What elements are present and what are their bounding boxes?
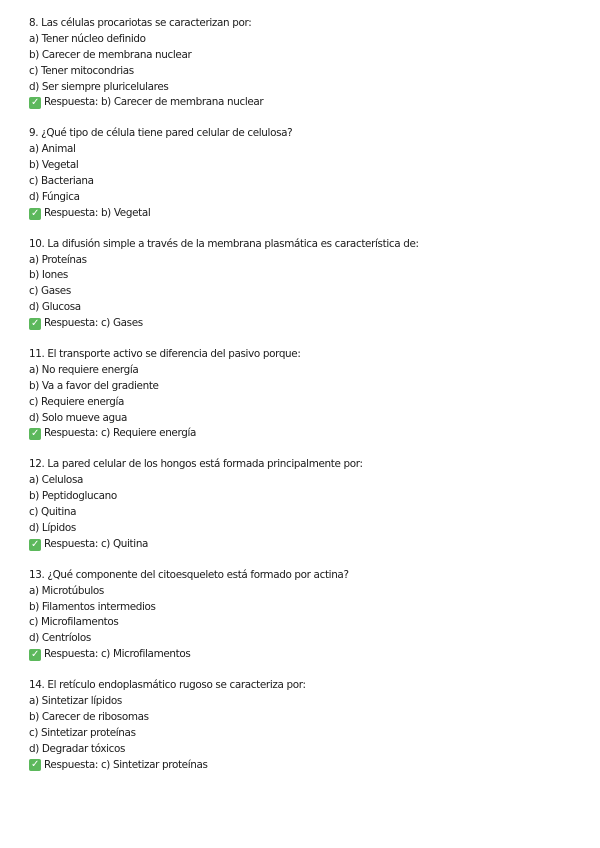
answer-line (29, 95, 589, 111)
answer-line (29, 758, 589, 774)
answer-line (29, 206, 589, 222)
option-b: b) Carecer de ribosomas (29, 710, 149, 723)
check-mark-icon: ✓ (30, 538, 40, 550)
answer-text: Respuesta: b) Carecer de membrana nuclear (44, 96, 264, 109)
option-c: c) Microfilamentos (29, 616, 119, 629)
option-a: a) Proteínas (29, 253, 87, 266)
option-b: b) Carecer de membrana nuclear (29, 48, 192, 61)
option-b: b) Filamentos intermedios (29, 600, 156, 613)
option-d: d) Fúngica (29, 190, 80, 203)
option-b: b) Va a favor del gradiente (29, 379, 159, 392)
question-block (29, 568, 589, 663)
answer-line (29, 316, 589, 332)
question-text: 9. ¿Qué tipo de célula tiene pared celular de celulosa? (29, 127, 293, 140)
answer-text: Respuesta: c) Quitina (44, 537, 149, 550)
option-b: b) Iones (29, 269, 68, 282)
option-c: c) Bacteriana (29, 175, 94, 188)
check-mark-icon: ✓ (30, 97, 40, 109)
option-c: c) Tener mitocondrias (29, 64, 134, 77)
option-a: a) No requiere energía (29, 363, 139, 376)
answer-line (29, 426, 589, 442)
answer-line (29, 647, 589, 663)
question-block (29, 237, 589, 332)
option-d: d) Solo mueve agua (29, 411, 128, 424)
question-text: 14. El retículo endoplasmático rugoso se caracteriza por: (29, 679, 306, 692)
option-b: b) Vegetal (29, 159, 79, 172)
option-a: a) Animal (29, 143, 76, 156)
check-mark-icon: ✓ (30, 649, 40, 661)
quiz-page (29, 16, 589, 788)
question-block (29, 126, 589, 221)
option-d: d) Glucosa (29, 301, 81, 314)
question-text: 11. El transporte activo se diferencia del pasivo porque: (29, 348, 301, 361)
option-a: a) Celulosa (29, 474, 84, 487)
check-mark-icon: ✓ (30, 207, 40, 219)
option-c: c) Quitina (29, 506, 77, 519)
option-c: c) Requiere energía (29, 395, 125, 408)
answer-text: Respuesta: b) Vegetal (44, 206, 151, 219)
option-d: d) Centríolos (29, 632, 91, 645)
answer-line (29, 537, 589, 553)
answer-text: Respuesta: c) Microfilamentos (44, 648, 191, 661)
answer-text: Respuesta: c) Requiere energía (44, 427, 197, 440)
question-text: 13. ¿Qué componente del citoesqueleto está formado por actina? (29, 568, 349, 581)
check-mark-icon: ✓ (30, 428, 40, 440)
option-c: c) Gases (29, 285, 71, 298)
option-a: a) Microtúbulos (29, 584, 104, 597)
option-a: a) Sintetizar lípidos (29, 694, 122, 707)
option-d: d) Ser siempre pluricelulares (29, 80, 169, 93)
option-c: c) Sintetizar proteínas (29, 726, 136, 739)
option-b: b) Peptidoglucano (29, 490, 117, 503)
check-mark-icon: ✓ (30, 759, 40, 771)
question-block (29, 678, 589, 773)
question-text: 12. La pared celular de los hongos está formada principalmente por: (29, 458, 363, 471)
question-text: 8. Las células procariotas se caracterizan por: (29, 17, 252, 29)
answer-text: Respuesta: c) Gases (44, 317, 143, 330)
question-text: 10. La difusión simple a través de la membrana plasmática es característica de: (29, 237, 419, 250)
check-mark-icon: ✓ (30, 318, 40, 330)
question-block (29, 457, 589, 552)
answer-text: Respuesta: c) Sintetizar proteínas (44, 758, 208, 771)
question-block (29, 347, 589, 442)
question-block (29, 16, 589, 111)
option-d: d) Lípidos (29, 521, 76, 534)
option-d: d) Degradar tóxicos (29, 742, 126, 755)
option-a: a) Tener núcleo definido (29, 32, 146, 45)
